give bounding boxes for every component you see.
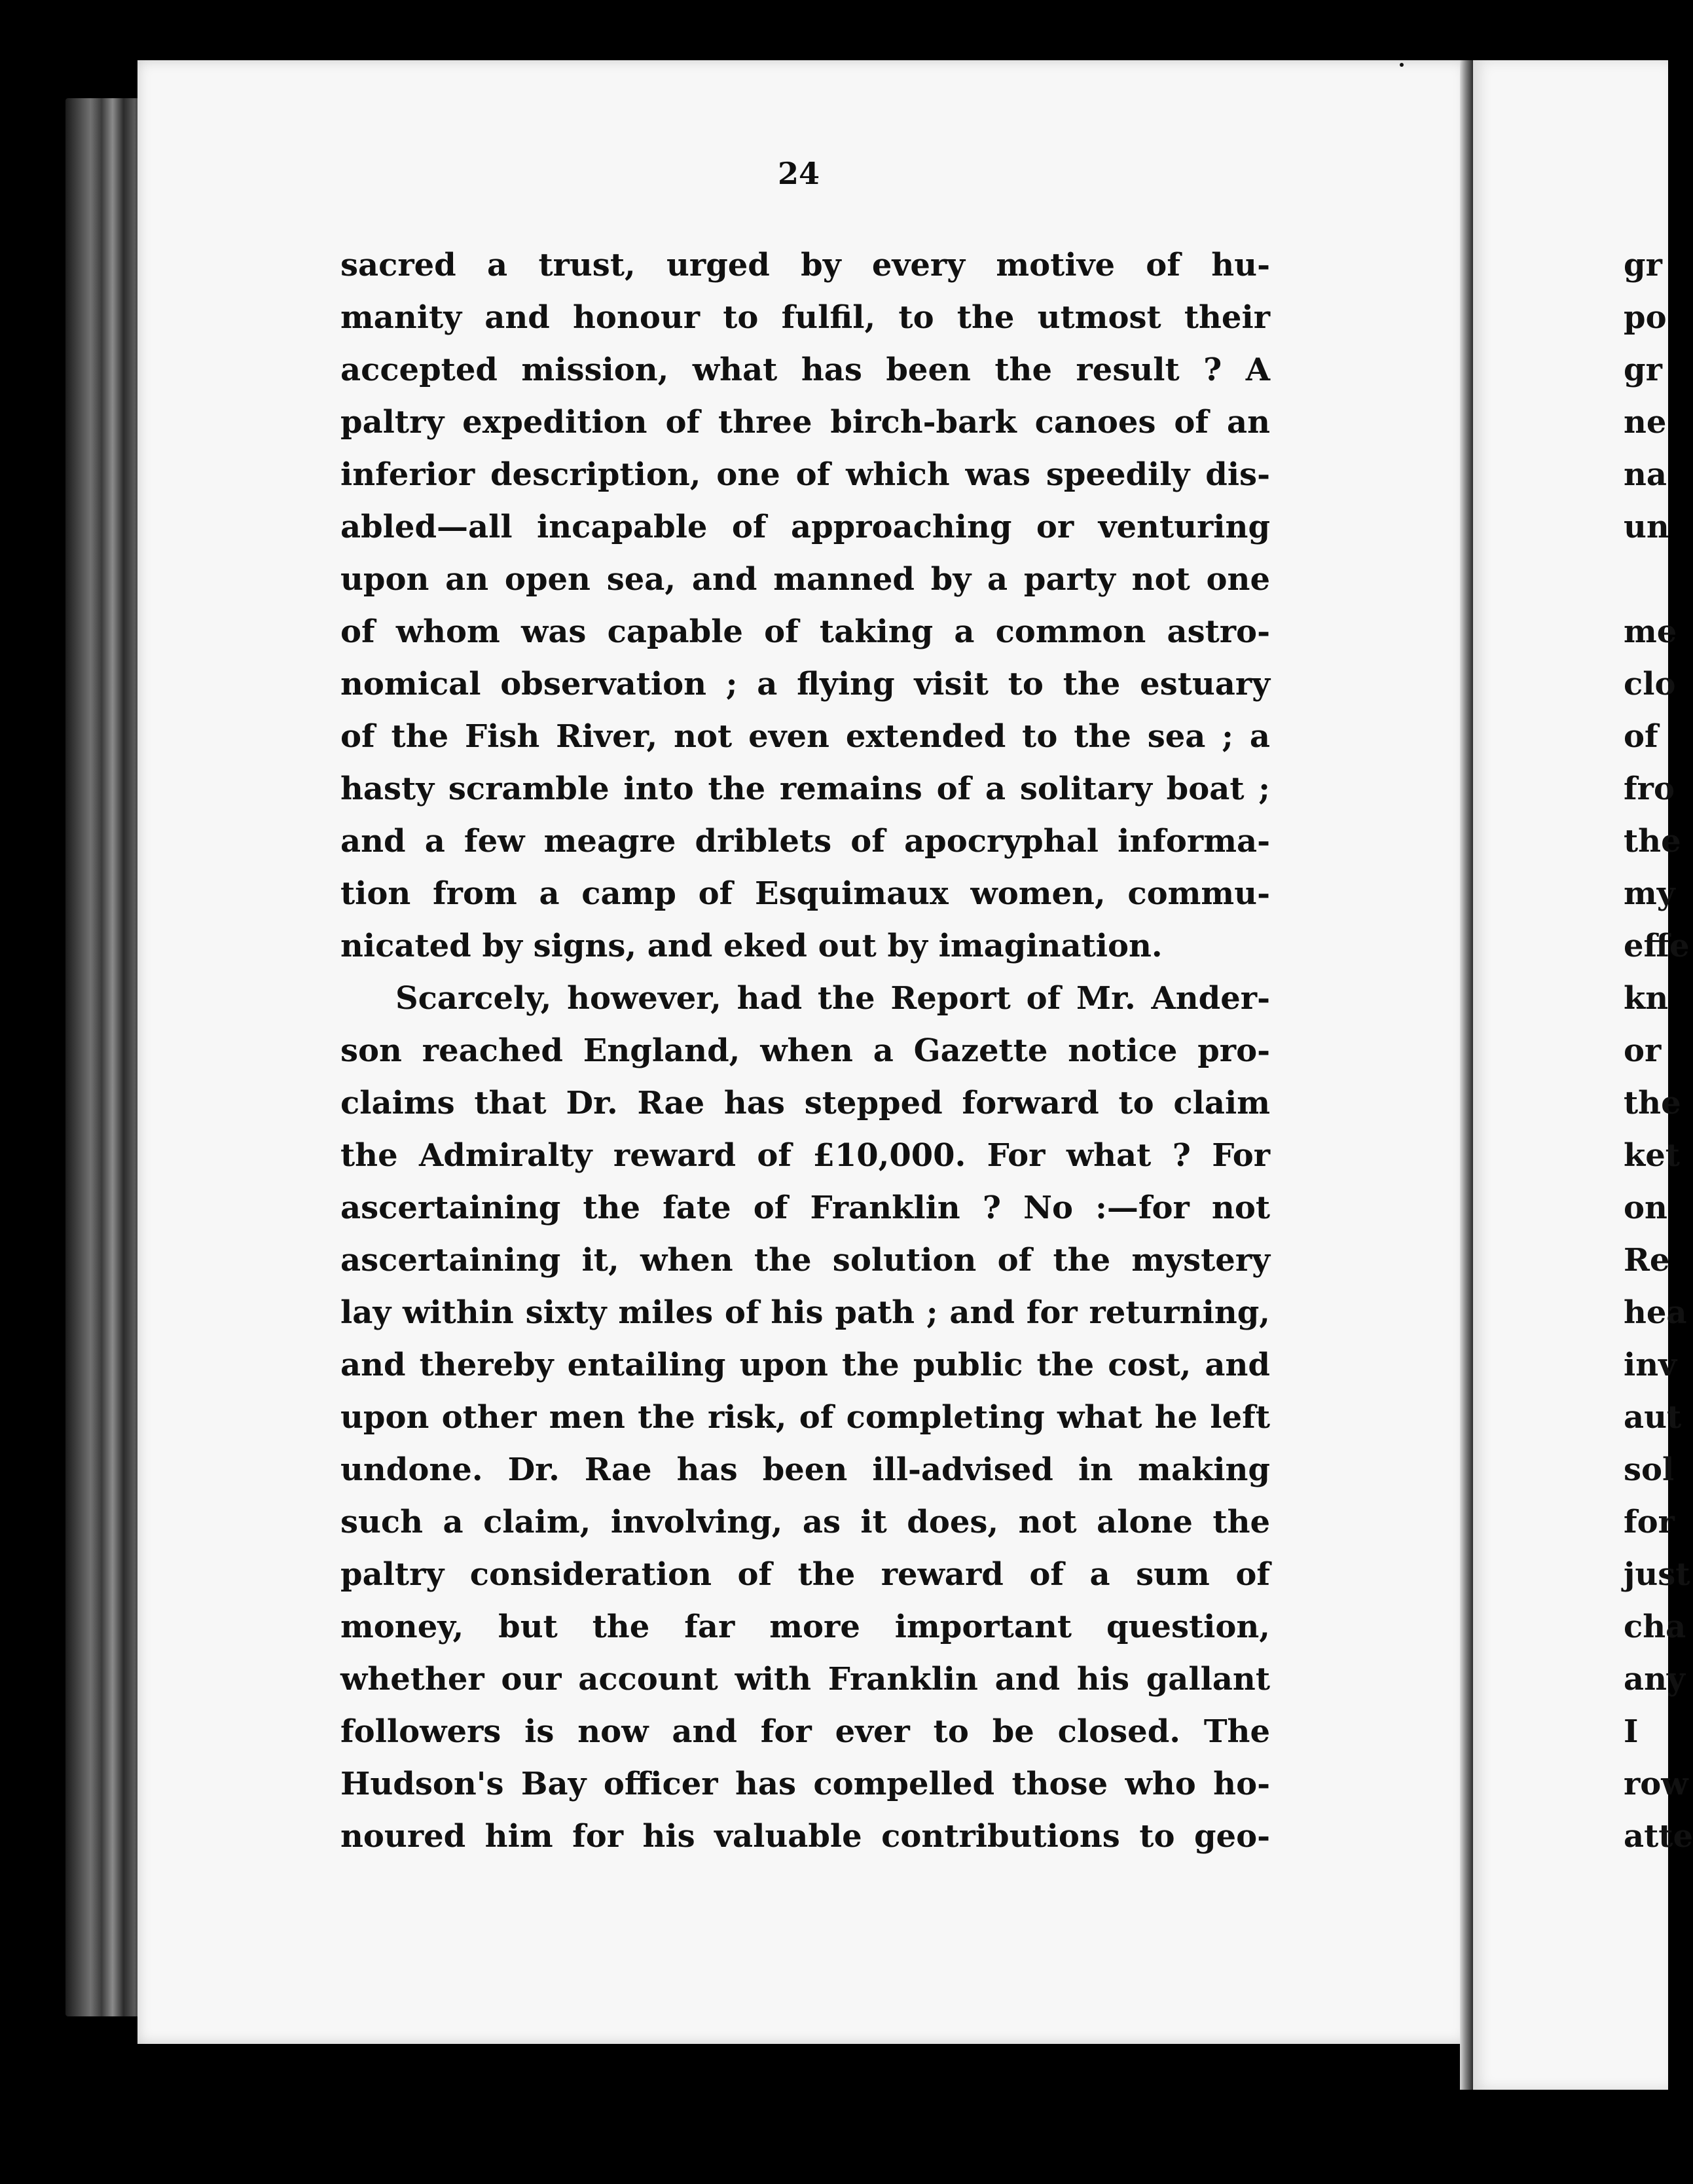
scan-speck bbox=[1400, 63, 1404, 67]
text-line: noured him for his valuable contributions to geo- bbox=[340, 1818, 1270, 1855]
text-line: such a claim, involving, as it does, not alone the bbox=[340, 1504, 1270, 1540]
facing-page-fragment: ne bbox=[1624, 404, 1667, 441]
facing-page-fragment: of bbox=[1624, 718, 1658, 755]
text-line: Scarcely, however, had the Report of Mr. Ander- bbox=[395, 980, 1270, 1017]
facing-page-fragment: gr bbox=[1624, 247, 1662, 283]
text-line: and a few meagre driblets of apocryphal informa- bbox=[340, 823, 1270, 860]
facing-page-fragment: un bbox=[1624, 509, 1669, 545]
text-line: son reached England, when a Gazette notice pro- bbox=[340, 1032, 1270, 1069]
facing-page-fragment: just bbox=[1624, 1556, 1690, 1593]
facing-page-fragment: effe bbox=[1624, 928, 1690, 964]
facing-page-fragment: cha bbox=[1624, 1609, 1686, 1645]
facing-page-fragment: gr bbox=[1624, 352, 1662, 388]
text-line: paltry expedition of three birch-bark canoes of an bbox=[340, 404, 1270, 441]
facing-page-gap bbox=[1624, 553, 1668, 606]
text-line: abled—all incapable of approaching or venturing bbox=[340, 509, 1270, 545]
facing-page-fragment: hea bbox=[1624, 1294, 1687, 1331]
facing-page-fragment: kn bbox=[1624, 980, 1669, 1017]
text-line: claims that Dr. Rae has stepped forward to claim bbox=[340, 1085, 1270, 1121]
book-page-edges bbox=[65, 98, 144, 2016]
text-line: nicated by signs, and eked out by imagination. bbox=[340, 928, 1163, 964]
facing-page-fragment: the bbox=[1624, 823, 1681, 860]
facing-page-fragment: atte bbox=[1624, 1818, 1693, 1855]
facing-page-fragment: the bbox=[1624, 1085, 1681, 1121]
text-line: Hudson's Bay officer has compelled those who ho- bbox=[340, 1766, 1270, 1802]
facing-page-fragment: clo bbox=[1624, 666, 1676, 702]
facing-page-fragment: inv bbox=[1624, 1347, 1677, 1383]
facing-page-fragment: sol bbox=[1624, 1451, 1675, 1488]
facing-page-fragment: or bbox=[1624, 1032, 1662, 1069]
facing-page-fragment: aut bbox=[1624, 1399, 1682, 1436]
text-line: of whom was capable of taking a common astro- bbox=[340, 613, 1270, 650]
text-line: of the Fish River, not even extended to the sea ; a bbox=[340, 718, 1270, 755]
facing-page-fragment: row bbox=[1624, 1766, 1688, 1802]
facing-page-fragment: Re bbox=[1624, 1242, 1670, 1279]
text-line: hasty scramble into the remains of a solitary boat ; bbox=[340, 771, 1270, 807]
text-line: ascertaining it, when the solution of the mystery bbox=[340, 1242, 1270, 1279]
facing-page-fragment: fro bbox=[1624, 771, 1675, 807]
text-line: whether our account with Franklin and his gallant bbox=[340, 1661, 1270, 1698]
book-gutter bbox=[1460, 60, 1473, 2090]
text-line: nomical observation ; a flying visit to the estuary bbox=[340, 666, 1270, 702]
facing-page-fragment: ket bbox=[1624, 1137, 1680, 1174]
text-line: upon other men the risk, of completing what he left bbox=[340, 1399, 1270, 1436]
facing-page-fragment: on bbox=[1624, 1190, 1667, 1226]
facing-page-fragment: any bbox=[1624, 1661, 1685, 1698]
facing-page-fragment: po bbox=[1624, 299, 1667, 336]
text-line: tion from a camp of Esquimaux women, commu- bbox=[340, 875, 1270, 912]
facing-page-fragment: my bbox=[1624, 875, 1675, 912]
text-line: sacred a trust, urged by every motive of hu- bbox=[340, 247, 1270, 283]
text-line: inferior description, one of which was speedily dis- bbox=[340, 456, 1270, 493]
facing-page-fragment: I bbox=[1624, 1713, 1639, 1750]
facing-page-fragment: na bbox=[1624, 456, 1667, 493]
text-line: paltry consideration of the reward of a sum of bbox=[340, 1556, 1270, 1593]
text-line: accepted mission, what has been the result ? A bbox=[340, 352, 1270, 388]
facing-page-fragment: me bbox=[1624, 613, 1677, 650]
text-line: money, but the far more important question, bbox=[340, 1609, 1270, 1645]
text-line: undone. Dr. Rae has been ill-advised in making bbox=[340, 1451, 1270, 1488]
facing-page-fragment: for bbox=[1624, 1504, 1675, 1540]
scan-background-left bbox=[0, 0, 65, 2184]
main-text-block bbox=[340, 239, 1270, 1855]
text-line: ascertaining the fate of Franklin ? No :—for not bbox=[340, 1190, 1270, 1226]
text-line: followers is now and for ever to be closed. The bbox=[340, 1713, 1270, 1750]
text-line: lay within sixty miles of his path ; and for returning, bbox=[340, 1294, 1270, 1331]
text-line: the Admiralty reward of £10,000. For what ? For bbox=[340, 1137, 1270, 1174]
text-line: manity and honour to fulfil, to the utmost their bbox=[340, 299, 1270, 336]
facing-page-text-fragments bbox=[1624, 239, 1693, 1863]
text-line: and thereby entailing upon the public the cost, and bbox=[340, 1347, 1270, 1383]
text-line: upon an open sea, and manned by a party not one bbox=[340, 561, 1270, 598]
page-number: 24 bbox=[777, 156, 820, 191]
